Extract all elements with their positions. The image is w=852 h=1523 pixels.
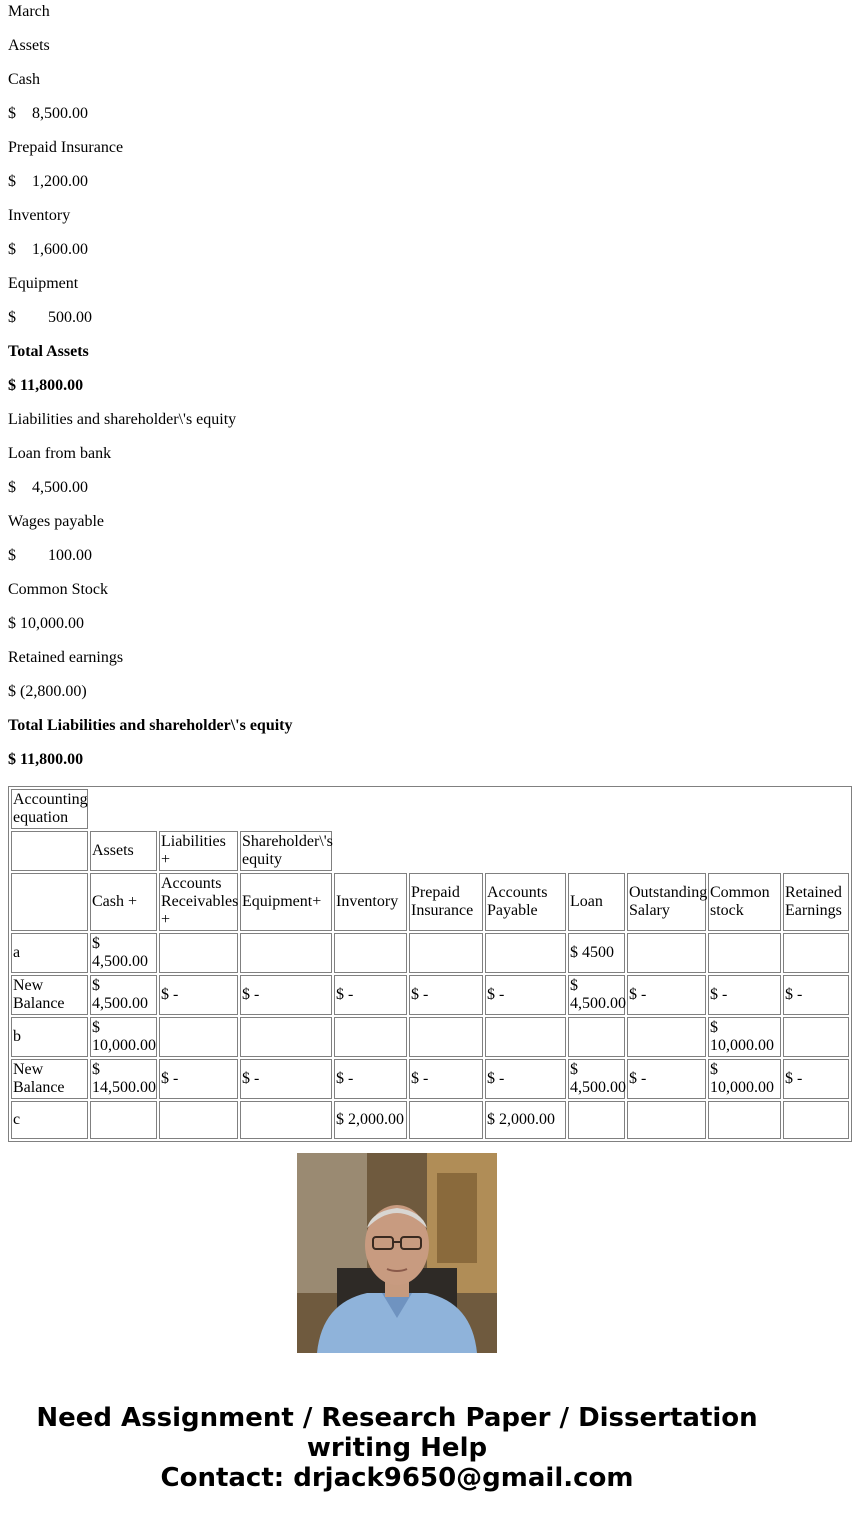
header-cell-inventory: Inventory [334, 873, 407, 931]
table-group-row [11, 831, 849, 871]
table-cell: $ 10,000.00 [708, 1059, 781, 1099]
table-cell [334, 1017, 407, 1057]
avatar [297, 1153, 497, 1353]
table-cell: $ 2,000.00 [485, 1101, 566, 1139]
group-equity-cell: Shareholder\'s equity [240, 831, 332, 871]
table-cell: $ - [159, 975, 238, 1015]
table-cell [783, 1017, 849, 1057]
table-cell: a [11, 933, 88, 973]
header-cell-prepaid-insurance: Prepaid Insurance [409, 873, 483, 931]
table-cell [159, 1017, 238, 1057]
table-cell: c [11, 1101, 88, 1139]
table-cell: $ 4,500.00 [90, 933, 157, 973]
table-cell: $ 2,000.00 [334, 1101, 407, 1139]
cash-value: $ 8,500.00 [8, 105, 88, 122]
group-liabilities-cell: Liabilities + [159, 831, 238, 871]
table-title-row [11, 789, 849, 829]
promo-footer [0, 1123, 794, 1523]
table-cell: $ - [409, 975, 483, 1015]
table-cell [409, 1017, 483, 1057]
group-assets-cell: Assets [90, 831, 157, 871]
header-cell-common-stock: Common stock [708, 873, 781, 931]
table-cell: $ - [485, 1059, 566, 1099]
table-cell [783, 933, 849, 973]
header-cell-accounts-payable: Accounts Payable [485, 873, 566, 931]
table-header-row [11, 873, 849, 931]
prepaid-insurance-value: $ 1,200.00 [8, 173, 88, 190]
table-cell [627, 1017, 706, 1057]
table-cell: $ 4,500.00 [568, 1059, 625, 1099]
total-assets-label: Total Assets [8, 343, 89, 360]
accounting-equation-table [8, 786, 852, 1142]
promo-line-1: Need Assignment / Research Paper / Dissertation [36, 1403, 758, 1433]
header-cell-outstanding-salary: Outstanding Salary [627, 873, 706, 931]
inventory-label: Inventory [8, 207, 71, 224]
header-cell-equipment: Equipment+ [240, 873, 332, 931]
table-cell: New Balance [11, 1059, 88, 1099]
table-cell: $ 14,500.00 [90, 1059, 157, 1099]
table-cell: New Balance [11, 975, 88, 1015]
table-cell [485, 1017, 566, 1057]
group-blank-cell [11, 831, 88, 871]
wages-payable-label: Wages payable [8, 513, 104, 530]
table-cell: $ - [627, 1059, 706, 1099]
header-cell-accounts-receivables: Accounts Receivables + [159, 873, 238, 931]
table-cell: $ - [627, 975, 706, 1015]
table-cell: $ 10,000.00 [708, 1017, 781, 1057]
table-cell [240, 1017, 332, 1057]
table-cell [708, 933, 781, 973]
equipment-label: Equipment [8, 275, 79, 292]
loan-value: $ 4,500.00 [8, 479, 88, 496]
table-cell: $ 4,500.00 [568, 975, 625, 1015]
table-title-cell: Accounting equation [11, 789, 88, 829]
table-cell: $ - [240, 1059, 332, 1099]
table-cell [159, 933, 238, 973]
table-cell [485, 933, 566, 973]
table-cell: $ 10,000.00 [90, 1017, 157, 1057]
table-cell: $ 4,500.00 [90, 975, 157, 1015]
table-cell: $ - [708, 975, 781, 1015]
table-cell: $ - [334, 1059, 407, 1099]
total-liabilities-label: Total Liabilities and shareholder\'s equity [8, 717, 293, 734]
table-cell: $ - [334, 975, 407, 1015]
prepaid-insurance-label: Prepaid Insurance [8, 139, 124, 156]
total-liabilities-value: $ 11,800.00 [8, 751, 84, 768]
table-cell [240, 933, 332, 973]
table-cell [568, 1017, 625, 1057]
person-photo-icon [297, 1153, 497, 1353]
total-assets-value: $ 11,800.00 [8, 377, 84, 394]
common-stock-value: $ 10,000.00 [8, 615, 84, 632]
assets-heading: Assets [8, 37, 50, 54]
equipment-value: $ 500.00 [8, 309, 92, 326]
table-row [11, 975, 849, 1015]
common-stock-label: Common Stock [8, 581, 109, 598]
cash-label: Cash [8, 71, 40, 88]
header-cell [11, 873, 88, 931]
promo-line-2: writing Help [306, 1433, 488, 1463]
retained-earnings-value: $ (2,800.00) [8, 683, 87, 700]
table-cell: $ - [783, 1059, 849, 1099]
table-cell: $ - [409, 1059, 483, 1099]
table-cell: $ - [485, 975, 566, 1015]
accounting-equation-table-viewport[interactable] [8, 786, 842, 1128]
promo-contact[interactable]: Contact: drjack9650@gmail.com [160, 1463, 634, 1493]
table-row [11, 1059, 849, 1099]
header-cell-cash: Cash + [90, 873, 157, 931]
table-cell: $ - [783, 975, 849, 1015]
table-cell [334, 933, 407, 973]
inventory-value: $ 1,600.00 [8, 241, 88, 258]
month-label: March [8, 3, 50, 20]
table-row [11, 1017, 849, 1057]
loan-label: Loan from bank [8, 445, 112, 462]
table-cell: $ 4500 [568, 933, 625, 973]
retained-earnings-label: Retained earnings [8, 649, 124, 666]
header-cell-loan: Loan [568, 873, 625, 931]
table-cell [409, 933, 483, 973]
header-cell-retained-earnings: Retained Earnings [783, 873, 849, 931]
table-row [11, 933, 849, 973]
table-cell [627, 933, 706, 973]
table-cell: $ - [240, 975, 332, 1015]
liabilities-heading: Liabilities and shareholder\'s equity [8, 411, 237, 428]
wages-payable-value: $ 100.00 [8, 547, 92, 564]
table-cell: $ - [159, 1059, 238, 1099]
table-cell: b [11, 1017, 88, 1057]
promo-text [0, 1403, 794, 1493]
